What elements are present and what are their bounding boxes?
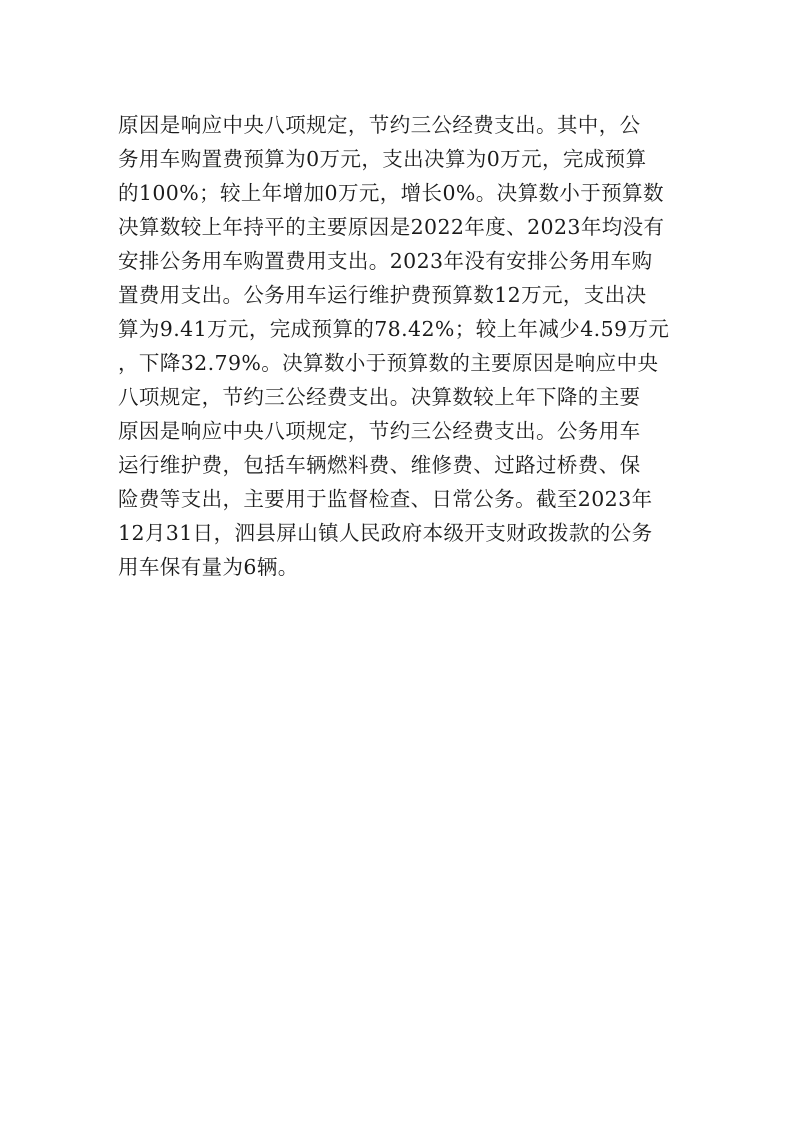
text-line: 安排公务用车购置费用支出。2023年没有安排公务用车购 bbox=[118, 249, 653, 273]
text-line: 决算数较上年持平的主要原因是2022年度、2023年均没有 bbox=[118, 215, 665, 239]
text-line: 置费用支出。公务用车运行维护费预算数12万元，支出决 bbox=[118, 283, 647, 307]
text-line: ，下降32.79%。决算数小于预算数的主要原因是响应中央 bbox=[118, 351, 659, 375]
text-line: 的100%；较上年增加0万元，增长0%。决算数小于预算数 bbox=[118, 181, 664, 205]
text-line: 原因是响应中央八项规定，节约三公经费支出。公务用车 bbox=[118, 419, 641, 443]
text-line: 务用车购置费预算为0万元，支出决算为0万元，完成预算 bbox=[118, 147, 647, 171]
text-line: 八项规定，节约三公经费支出。决算数较上年下降的主要 bbox=[118, 385, 641, 409]
text-line: 原因是响应中央八项规定，节约三公经费支出。其中，公 bbox=[118, 113, 641, 137]
text-line: 险费等支出，主要用于监督检查、日常公务。截至2023年 bbox=[118, 487, 653, 511]
text-line: 算为9.41万元，完成预算的78.42%；较上年减少4.59万元 bbox=[118, 317, 670, 341]
body-paragraph bbox=[118, 108, 690, 584]
text-line: 运行维护费，包括车辆燃料费、维修费、过路过桥费、保 bbox=[118, 453, 641, 477]
text-line: 12月31日，泗县屏山镇人民政府本级开支财政拨款的公务 bbox=[118, 521, 653, 545]
text-line: 用车保有量为6辆。 bbox=[118, 555, 299, 579]
